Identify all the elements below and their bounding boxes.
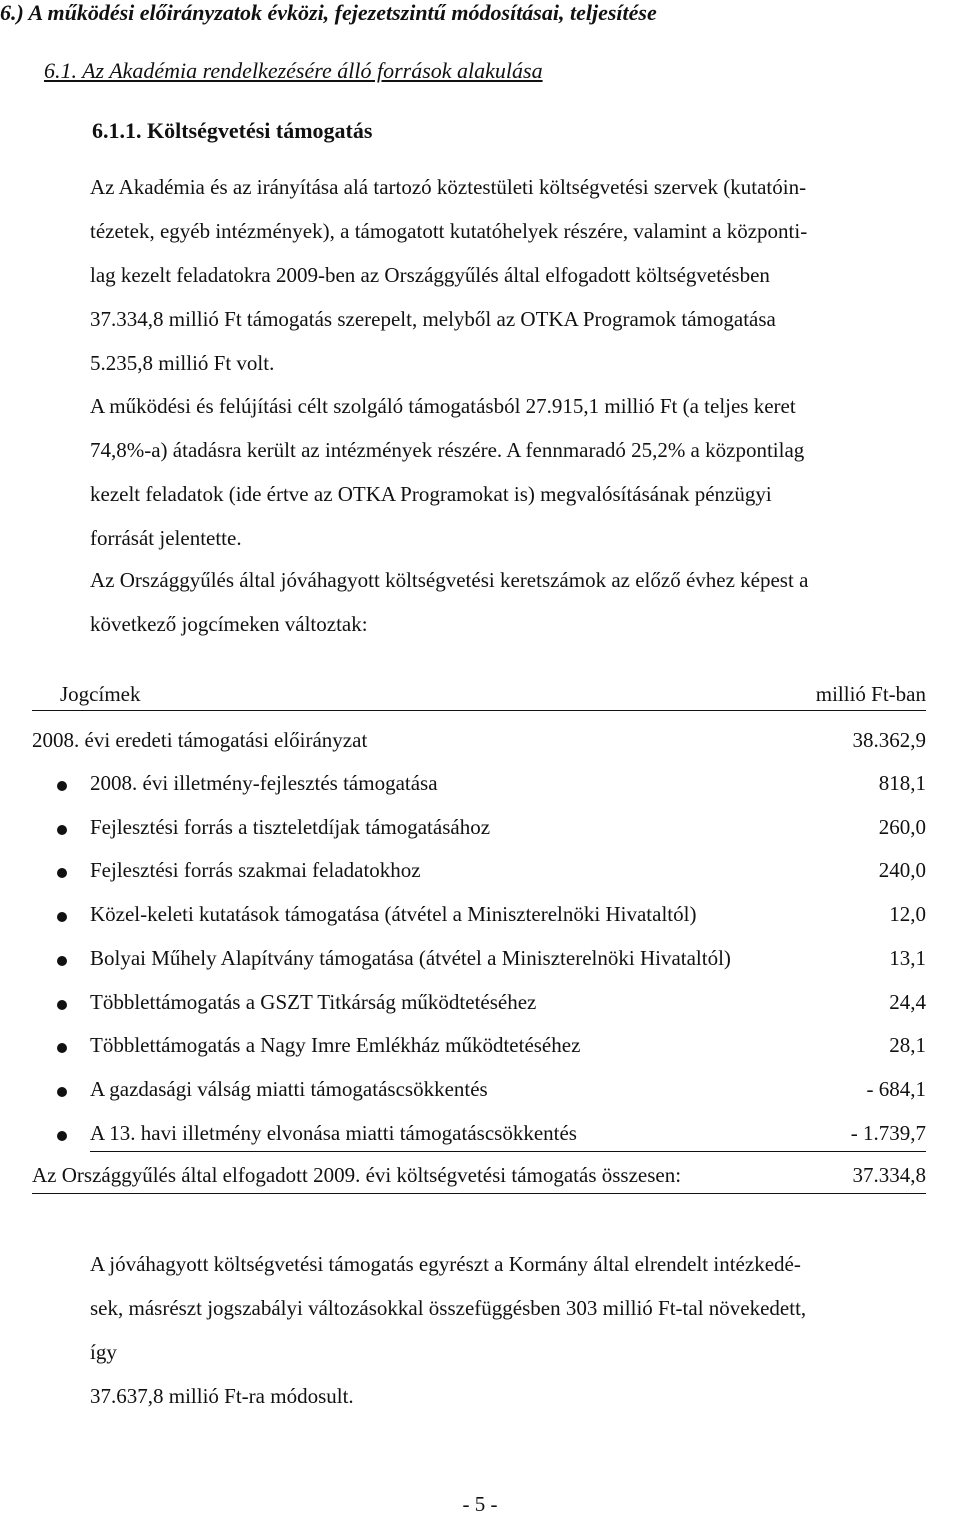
text-line: 74,8%-a) átadásra került az intézmények részére. A fennmaradó 25,2% a központilag	[90, 438, 805, 462]
text-line: sek, másrészt jogszabályi változásokkal összefüggésben 303 millió Ft-tal növekedett,	[90, 1296, 807, 1320]
row-label: A 13. havi illetmény elvonása miatti támogatáscsökkentés	[90, 1121, 577, 1145]
table-row	[90, 858, 926, 888]
row-value: 38.362,9	[852, 728, 926, 752]
row-value: 818,1	[878, 771, 926, 795]
paragraph-operational-support	[90, 384, 956, 560]
text-line: kezelt feladatok (ide értve az OTKA Programokat is) megvalósításának pénzügyi	[90, 482, 772, 506]
bullet-icon	[57, 825, 67, 835]
section-heading: 6.) A működési előirányzatok évközi, fejezetszintű módosításai, teljesítése	[0, 0, 657, 25]
table-row	[90, 902, 926, 932]
text-line: 5.235,8 millió Ft volt.	[90, 351, 275, 375]
text-line: Az Akadémia és az irányítása alá tartozó köztestületi költségvetési szervek (kutatóin-	[90, 175, 807, 199]
text-line: lag kezelt feladatokra 2009-ben az Országgyűlés által elfogadott költségvetésben	[90, 263, 770, 287]
row-value: 28,1	[889, 1033, 926, 1057]
bullet-icon	[57, 1043, 67, 1053]
row-value: - 684,1	[866, 1077, 926, 1101]
table-row-base	[32, 728, 926, 758]
table-row	[90, 1121, 926, 1152]
row-label: A gazdasági válság miatti támogatáscsökkentés	[90, 1077, 488, 1101]
bullet-icon	[57, 912, 67, 922]
row-label: Többlettámogatás a Nagy Imre Emlékház működtetéséhez	[90, 1033, 581, 1057]
row-label: Bolyai Műhely Alapítvány támogatása (átvétel a Miniszterelnöki Hivataltól)	[90, 946, 731, 970]
text-line: következő jogcímeken változtak:	[90, 612, 368, 636]
text-line: 37.637,8 millió Ft-ra módosult.	[90, 1384, 354, 1408]
text-line: A jóváhagyott költségvetési támogatás egyrészt a Kormány által elrendelt intézkedé-	[90, 1252, 801, 1276]
text-line: Az Országgyűlés által jóváhagyott költségvetési keretszámok az előző évhez képest a	[90, 568, 809, 592]
table-row	[90, 815, 926, 845]
row-label: Közel-keleti kutatások támogatása (átvétel a Miniszterelnöki Hivataltól)	[90, 902, 697, 926]
table-row	[90, 1077, 926, 1107]
total-label: Az Országgyűlés által elfogadott 2009. évi költségvetési támogatás összesen:	[32, 1163, 682, 1187]
row-label: Fejlesztési forrás a tiszteletdíjak támogatásához	[90, 815, 491, 839]
row-value: 24,4	[889, 990, 926, 1014]
row-value: 12,0	[889, 902, 926, 926]
row-label: 2008. évi illetmény-fejlesztés támogatása	[90, 771, 438, 795]
column-unit: millió Ft-ban	[815, 682, 926, 706]
table-row	[90, 990, 926, 1020]
row-label: Fejlesztési forrás szakmai feladatokhoz	[90, 858, 421, 882]
text-line: A működési és felújítási célt szolgáló támogatásból 27.915,1 millió Ft (a teljes keret	[90, 394, 796, 418]
text-line: így	[90, 1340, 117, 1364]
table-row	[90, 946, 926, 976]
row-label: 2008. évi eredeti támogatási előirányzat	[32, 728, 368, 752]
text-line: 37.334,8 millió Ft támogatás szerepelt, melyből az OTKA Programok támogatása	[90, 307, 776, 331]
bullet-icon	[57, 781, 67, 791]
bullet-icon	[57, 1131, 67, 1141]
table-header	[32, 680, 926, 711]
bullet-icon	[57, 1000, 67, 1010]
table-row-total	[32, 1163, 926, 1194]
text-line: tézetek, egyéb intézmények), a támogatott kutatóhelyek részére, valamint a központi-	[90, 219, 808, 243]
table-row	[90, 1033, 926, 1063]
text-line: forrását jelentette.	[90, 526, 242, 550]
bullet-icon	[57, 956, 67, 966]
page-number: - 5 -	[462, 1492, 498, 1516]
bullet-icon	[57, 868, 67, 878]
row-value: 260,0	[878, 815, 926, 839]
table-row	[90, 771, 926, 801]
row-value: 13,1	[889, 946, 926, 970]
paragraph-modification	[90, 1242, 956, 1418]
row-value: 240,0	[878, 858, 926, 882]
paragraph-changes-intro	[90, 558, 956, 646]
subsubsection-heading: 6.1.1. Költségvetési támogatás	[92, 118, 373, 143]
row-label: Többlettámogatás a GSZT Titkárság működtetéséhez	[90, 990, 537, 1014]
total-value: 37.334,8	[852, 1163, 926, 1187]
column-title: Jogcímek	[60, 682, 141, 706]
bullet-icon	[57, 1087, 67, 1097]
subsection-heading: 6.1. Az Akadémia rendelkezésére álló források alakulása	[44, 58, 543, 83]
paragraph-budget-support	[90, 165, 956, 385]
row-value: - 1.739,7	[850, 1121, 926, 1145]
